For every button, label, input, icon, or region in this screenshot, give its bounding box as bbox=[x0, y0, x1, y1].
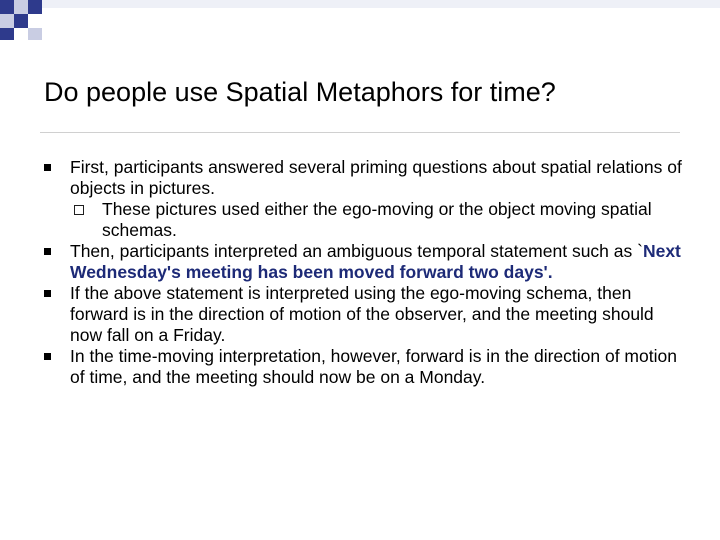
bullet-text: Then, participants interpreted an ambiguous temporal statement such as ` bbox=[70, 241, 643, 261]
square-bullet-icon bbox=[44, 290, 51, 297]
title-divider bbox=[40, 132, 680, 133]
bullet-text: First, participants answered several priming questions about spatial relations of objects in pictures. bbox=[70, 157, 682, 198]
bullet-item bbox=[44, 283, 684, 346]
slide-body bbox=[44, 157, 684, 388]
hollow-square-bullet-icon bbox=[74, 205, 84, 215]
bullet-text: If the above statement is interpreted using the ego-moving schema, then forward is in the direction of motion of the observer, and the meeting should now fall on a Friday. bbox=[70, 283, 654, 345]
corner-decoration bbox=[0, 0, 720, 40]
sub-bullet-item bbox=[44, 199, 684, 241]
slide-title: Do people use Spatial Metaphors for time? bbox=[44, 77, 556, 107]
bullet-item bbox=[44, 241, 684, 283]
emphasized-statement: Next Wednesday's meeting has been moved forward two days'. bbox=[70, 241, 681, 282]
sub-bullet-text: These pictures used either the ego-moving or the object moving spatial schemas. bbox=[102, 199, 652, 240]
square-bullet-icon bbox=[44, 353, 51, 360]
square-bullet-icon bbox=[44, 164, 51, 171]
bullet-item bbox=[44, 346, 684, 388]
square-bullet-icon bbox=[44, 248, 51, 255]
bullet-text: In the time-moving interpretation, however, forward is in the direction of motion of time, and the meeting should now be on a Monday. bbox=[70, 346, 677, 387]
bullet-item bbox=[44, 157, 684, 199]
